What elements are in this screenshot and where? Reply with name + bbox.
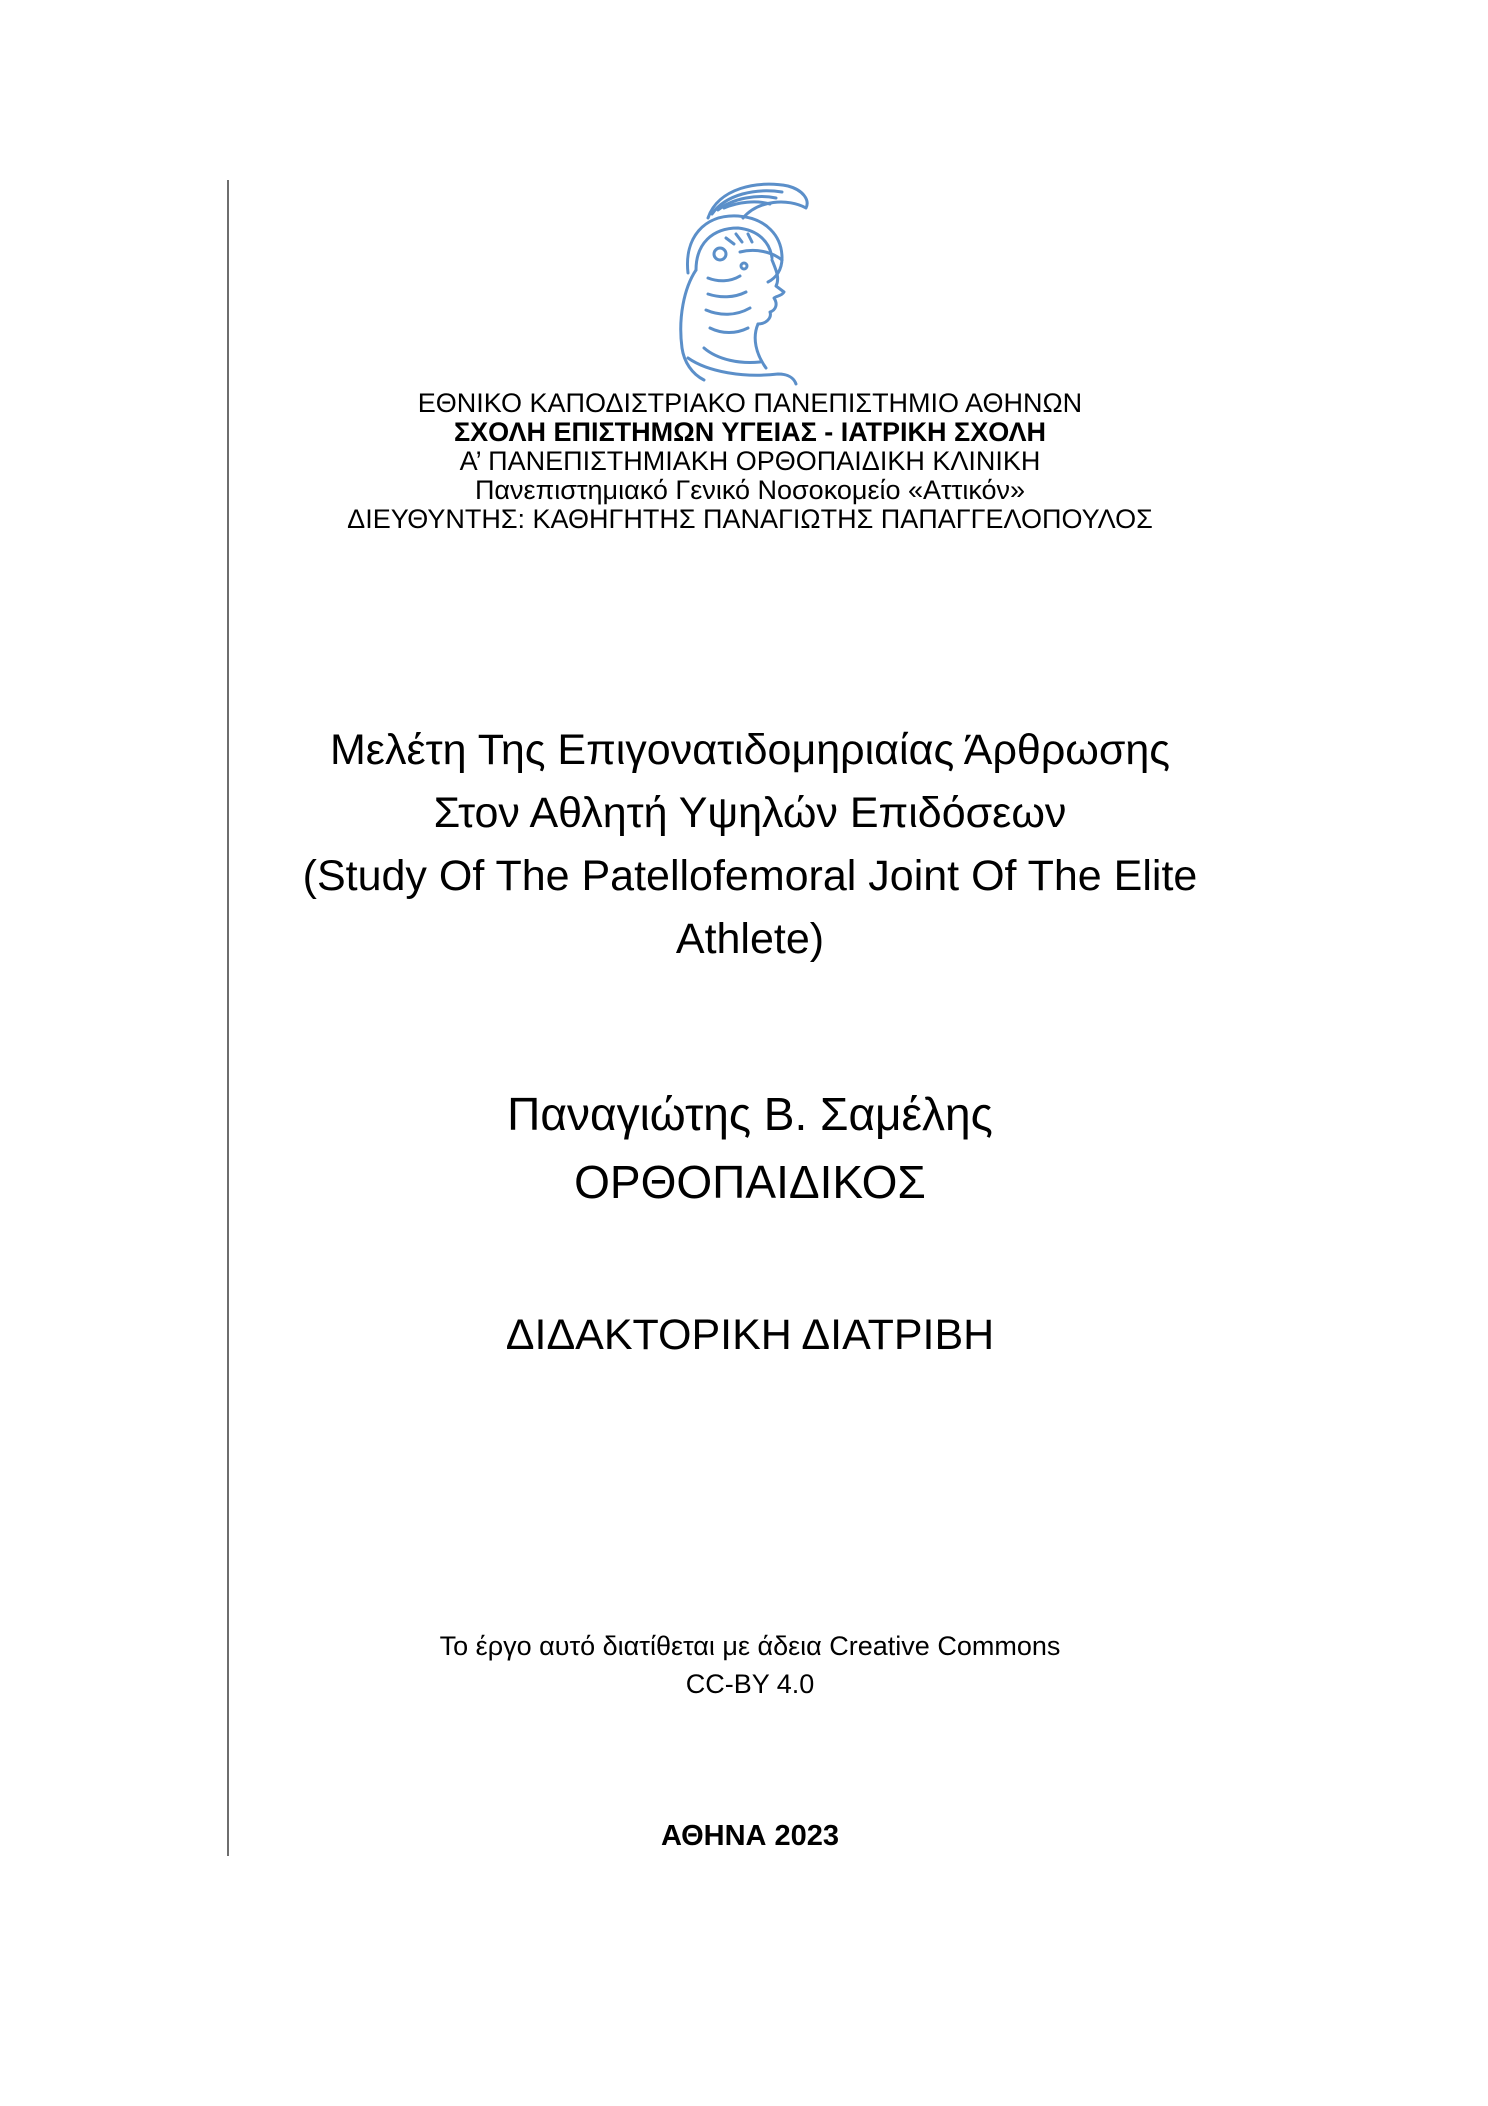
license-block [250, 1627, 1250, 1703]
footer-block [250, 1818, 1250, 1854]
place-year: ΑΘΗΝΑ 2023 [660, 1820, 840, 1852]
clinic-name: Α’ ΠΑΝΕΠΙΣΤΗΜΙΑΚΗ ΟΡΘΟΠΑΙΔΙΚΗ ΚΛΙΝΙΚΗ [459, 446, 1041, 476]
director-line: ΔΙΕΥΘΥΝΤΗΣ: ΚΑΘΗΓΗΤΗΣ ΠΑΝΑΓΙΩΤΗΣ ΠΑΠΑΓΓΕΛΟΠΟΥΛΟΣ [347, 504, 1153, 534]
author-block [250, 1080, 1250, 1216]
title-line: Μελέτη Της Επιγονατιδομηριαίας Άρθρωσης [329, 726, 1171, 774]
title-line: Athlete) [675, 915, 825, 963]
margin-rule [227, 180, 229, 1856]
license-text: Το έργο αυτό διατίθεται με άδεια Creative Commons [439, 1631, 1061, 1661]
title-line: (Study Of The Patellofemoral Joint Of The Elite [302, 852, 1198, 900]
university-name: ΕΘΝΙΚΟ ΚΑΠΟΔΙΣΤΡΙΑΚΟ ΠΑΝΕΠΙΣΤΗΜΙΟ ΑΘΗΝΩΝ [417, 388, 1083, 418]
degree-type [250, 1310, 1250, 1360]
school-name: ΣΧΟΛΗ ΕΠΙΣΤΗΜΩΝ ΥΓΕΙΑΣ - ΙΑΤΡΙΚΗ ΣΧΟΛΗ [453, 417, 1047, 447]
thesis-title [250, 719, 1250, 971]
author-specialty: ΟΡΘΟΠΑΙΔΙΚΟΣ [574, 1156, 926, 1208]
athena-helmet-emblem-icon [648, 178, 820, 388]
degree-label: ΔΙΔΑΚΤΟΡΙΚΗ ΔΙΑΤΡΙΒΗ [505, 1311, 995, 1359]
license-code: CC-BY 4.0 [685, 1669, 815, 1699]
hospital-name: Πανεπιστημιακό Γενικό Νοσοκομείο «Αττικόν» [474, 475, 1026, 505]
author-name: Παναγιώτης Β. Σαμέλης [507, 1088, 993, 1140]
institution-block [250, 389, 1250, 534]
title-line: Στον Αθλητή Υψηλών Επιδόσεων [433, 789, 1067, 837]
